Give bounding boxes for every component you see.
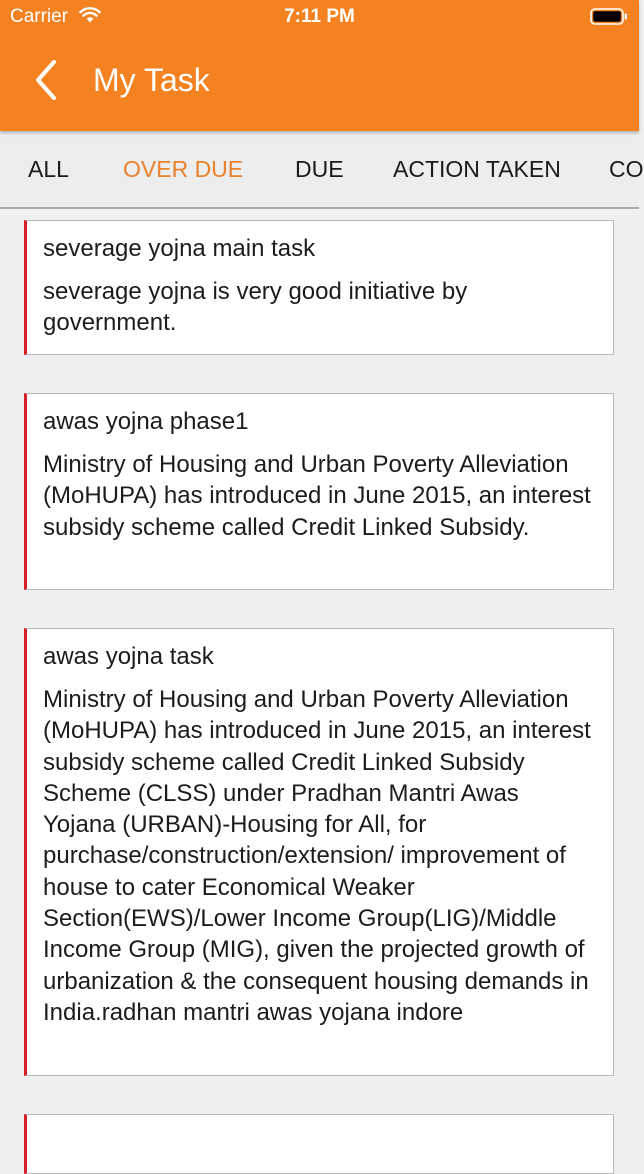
tab-over-due[interactable]: OVER DUE — [123, 156, 244, 182]
task-card[interactable] — [24, 393, 614, 590]
task-title: awas yojna phase1 — [43, 408, 249, 435]
task-description: severage yojna is very good initiative by government. — [43, 278, 468, 337]
task-list — [0, 209, 639, 1136]
app-header — [0, 0, 639, 131]
task-filter-tabs — [0, 131, 644, 209]
back-chevron-icon[interactable] — [30, 58, 60, 102]
carrier-label: Carrier — [10, 6, 69, 27]
task-card[interactable] — [24, 1114, 614, 1174]
task-title: severage yojna main task — [43, 235, 316, 262]
status-bar — [0, 0, 639, 34]
battery-icon — [590, 8, 628, 25]
page-title: My Task — [93, 62, 210, 98]
task-title: awas yojna task — [43, 643, 214, 670]
task-description: Ministry of Housing and Urban Poverty Alleviation (MoHUPA) has introduced in June 2015, an interest subsidy scheme called Credit Linked Subsidy. — [43, 451, 591, 541]
tab-all[interactable]: ALL — [28, 156, 69, 182]
tab-due[interactable]: DUE — [295, 156, 344, 182]
task-card[interactable] — [24, 628, 614, 1076]
status-time: 7:11 PM — [284, 6, 355, 27]
task-description: Ministry of Housing and Urban Poverty Alleviation (MoHUPA) has introduced in June 2015, an interest subsidy scheme called Credit Linked Subsidy Scheme (CLSS) under Pradhan Mantri Awas Yojana (URBAN)-Housing for All, for purchase/construction/extension/ improvement of house to cater Economical Weaker Section(EWS)/Lower Income Group(LIG)/Middle Income Group (MIG), given the projected growth of urbanization & the consequent housing demands in India.radhan mantri awas yojana indore — [43, 686, 591, 1026]
tab-completed[interactable]: CO — [609, 156, 644, 182]
tab-action-taken[interactable]: ACTION TAKEN — [393, 156, 561, 182]
task-card[interactable] — [24, 220, 614, 355]
